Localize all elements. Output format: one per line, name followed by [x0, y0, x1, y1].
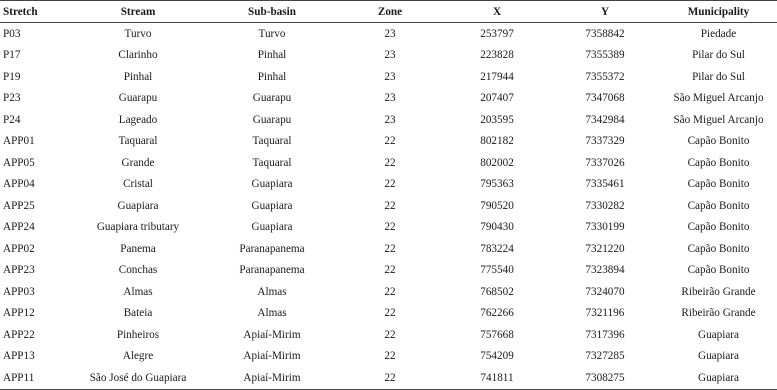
- municipality-cell: Capão Bonito: [687, 135, 750, 148]
- municipality-cell: Pilar do Sul: [692, 70, 745, 83]
- stretch-cell: APP02: [3, 242, 35, 255]
- stream-cell: Pinheiros: [116, 328, 160, 341]
- municipality-cell: Ribeirão Grande: [681, 285, 756, 298]
- stream-cell: Alegre: [122, 350, 154, 363]
- table-row: [0, 324, 777, 346]
- sub-basin-cell: Paranapanema: [239, 242, 305, 255]
- municipality-cell: Guapiara: [698, 350, 739, 363]
- stretch-cell: P03: [3, 27, 21, 40]
- zone-cell: 22: [384, 264, 396, 277]
- table-row: [0, 195, 777, 217]
- zone-cell: 22: [384, 285, 396, 298]
- table-body: [0, 23, 777, 390]
- header-sub-basin: Sub-basin: [208, 1, 336, 23]
- stream-cell: Guapiara: [117, 199, 159, 212]
- sub-basin-cell: Guapiara: [251, 221, 293, 234]
- stream-cell: Clarinho: [118, 49, 158, 62]
- stream-cell: Almas: [123, 285, 153, 298]
- y-cell: 7347068: [585, 92, 625, 105]
- x-cell: 790430: [480, 221, 514, 234]
- table-header: [0, 1, 777, 23]
- stretch-cell: APP05: [3, 156, 35, 169]
- table-row: [0, 88, 777, 110]
- y-cell: 7355389: [585, 49, 625, 62]
- x-cell: 757668: [480, 328, 514, 341]
- zone-cell: 22: [384, 199, 396, 212]
- y-cell: 7321220: [585, 242, 625, 255]
- municipality-cell: São Miguel Arcanjo: [673, 113, 764, 126]
- x-cell: 223828: [480, 49, 514, 62]
- y-cell: 7323894: [585, 264, 625, 277]
- zone-cell: 23: [384, 27, 396, 40]
- zone-cell: 23: [384, 49, 396, 62]
- header-y: Y: [550, 1, 660, 23]
- y-cell: 7355372: [585, 70, 625, 83]
- table-row: [0, 238, 777, 260]
- sub-basin-cell: Guapiara: [251, 199, 293, 212]
- table-row: [0, 367, 777, 389]
- header-stream: Stream: [68, 1, 208, 23]
- municipality-cell: Capão Bonito: [687, 242, 750, 255]
- x-cell: 203595: [480, 113, 514, 126]
- stream-cell: Taquaral: [118, 135, 158, 148]
- x-cell: 802182: [480, 135, 514, 148]
- municipality-cell: Capão Bonito: [687, 264, 750, 277]
- stretch-cell: P19: [3, 70, 21, 83]
- stream-cell: Turvo: [124, 27, 152, 40]
- table-row: [0, 109, 777, 131]
- sub-basin-cell: Guarapu: [252, 92, 292, 105]
- table-row: [0, 131, 777, 153]
- x-cell: 783224: [480, 242, 514, 255]
- x-cell: 741811: [444, 367, 550, 389]
- zone-cell: 22: [384, 156, 396, 169]
- x-cell: 768502: [480, 285, 514, 298]
- stream-cell: Pinhal: [123, 70, 153, 83]
- x-cell: 207407: [480, 92, 514, 105]
- stretch-cell: P24: [3, 113, 21, 126]
- header-x: X: [444, 1, 550, 23]
- municipality-cell: São Miguel Arcanjo: [673, 92, 764, 105]
- municipality-cell: Guapiara: [660, 367, 777, 389]
- x-cell: 795363: [480, 178, 514, 191]
- municipality-cell: Capão Bonito: [687, 199, 750, 212]
- y-cell: 7327285: [585, 350, 625, 363]
- y-cell: 7330199: [585, 221, 625, 234]
- table-row: [0, 260, 777, 282]
- x-cell: 775540: [480, 264, 514, 277]
- zone-cell: 22: [384, 178, 396, 191]
- municipality-cell: Guapiara: [698, 328, 739, 341]
- zone-cell: 23: [384, 92, 396, 105]
- zone-cell: 22: [384, 350, 396, 363]
- stream-cell: Panema: [120, 242, 156, 255]
- zone-cell: 22: [384, 221, 396, 234]
- table-row: [0, 66, 777, 88]
- table-row: [0, 174, 777, 196]
- table-row: [0, 152, 777, 174]
- zone-cell: 22: [336, 367, 444, 389]
- stream-cell: Guapiara tributary: [96, 221, 180, 234]
- sub-basin-cell: Taquaral: [252, 135, 292, 148]
- header-municipality: Municipality: [660, 1, 777, 23]
- stream-cell: Lageado: [118, 113, 158, 126]
- stretch-cell: APP23: [3, 264, 35, 277]
- table-row: [0, 217, 777, 239]
- sub-basin-cell: Apiaí-Mirim: [208, 367, 336, 389]
- sub-basin-cell: Taquaral: [252, 156, 292, 169]
- municipality-cell: Pilar do Sul: [692, 49, 745, 62]
- sub-basin-cell: Turvo: [258, 27, 286, 40]
- x-cell: 802002: [480, 156, 514, 169]
- y-cell: 7308275: [550, 367, 660, 389]
- zone-cell: 22: [384, 135, 396, 148]
- sub-basin-cell: Pinhal: [257, 70, 287, 83]
- x-cell: 754209: [480, 350, 514, 363]
- sub-basin-cell: Guarapu: [252, 113, 292, 126]
- sub-basin-cell: Almas: [257, 307, 287, 320]
- zone-cell: 22: [384, 328, 396, 341]
- municipality-cell: Capão Bonito: [687, 221, 750, 234]
- zone-cell: 22: [384, 307, 396, 320]
- sub-basin-cell: Guapiara: [251, 178, 293, 191]
- y-cell: 7321196: [585, 307, 625, 320]
- y-cell: 7337329: [585, 135, 625, 148]
- table-row: [0, 281, 777, 303]
- table-row: [0, 23, 777, 45]
- stream-cell: Cristal: [123, 178, 153, 191]
- stream-cell: Grande: [121, 156, 155, 169]
- stretch-cell: APP12: [3, 307, 35, 320]
- x-cell: 217944: [480, 70, 514, 83]
- stretch-cell: APP25: [3, 199, 35, 212]
- table-row: [0, 303, 777, 325]
- y-cell: 7317396: [585, 328, 625, 341]
- stretch-cell: APP11: [0, 367, 68, 389]
- zone-cell: 23: [384, 70, 396, 83]
- stream-cell: Bateia: [123, 307, 153, 320]
- stream-cell: São José do Guapiara: [68, 367, 208, 389]
- zone-cell: 22: [384, 242, 396, 255]
- stretch-cell: APP01: [3, 135, 35, 148]
- y-cell: 7324070: [585, 285, 625, 298]
- stretch-cell: P23: [3, 92, 21, 105]
- stretch-cell: APP22: [3, 328, 35, 341]
- stretch-cell: APP24: [3, 221, 35, 234]
- y-cell: 7337026: [585, 156, 625, 169]
- y-cell: 7330282: [585, 199, 625, 212]
- x-cell: 790520: [480, 199, 514, 212]
- sub-basin-cell: Almas: [257, 285, 287, 298]
- header-stretch: Stretch: [0, 1, 68, 23]
- table-row: [0, 45, 777, 67]
- stream-cell: Guarapu: [118, 92, 158, 105]
- table-row: [0, 346, 777, 368]
- y-cell: 7342984: [585, 113, 625, 126]
- stretch-cell: APP03: [3, 285, 35, 298]
- sub-basin-cell: Pinhal: [257, 49, 287, 62]
- municipality-cell: Ribeirão Grande: [681, 307, 756, 320]
- sub-basin-cell: Apiaí-Mirim: [243, 328, 301, 341]
- header-zone: Zone: [336, 1, 444, 23]
- header-row: [0, 1, 777, 23]
- stretch-cell: APP13: [3, 350, 35, 363]
- zone-cell: 23: [384, 113, 396, 126]
- x-cell: 762266: [480, 307, 514, 320]
- y-cell: 7358842: [585, 27, 625, 40]
- stream-cell: Conchas: [118, 264, 158, 277]
- municipality-cell: Capão Bonito: [687, 178, 750, 191]
- x-cell: 253797: [480, 27, 514, 40]
- sub-basin-cell: Apiaí-Mirim: [243, 350, 301, 363]
- municipality-cell: Piedade: [700, 27, 737, 40]
- sub-basin-cell: Paranapanema: [239, 264, 305, 277]
- stretch-cell: APP04: [3, 178, 35, 191]
- stretch-cell: P17: [3, 49, 21, 62]
- y-cell: 7335461: [585, 178, 625, 191]
- municipality-cell: Capão Bonito: [687, 156, 750, 169]
